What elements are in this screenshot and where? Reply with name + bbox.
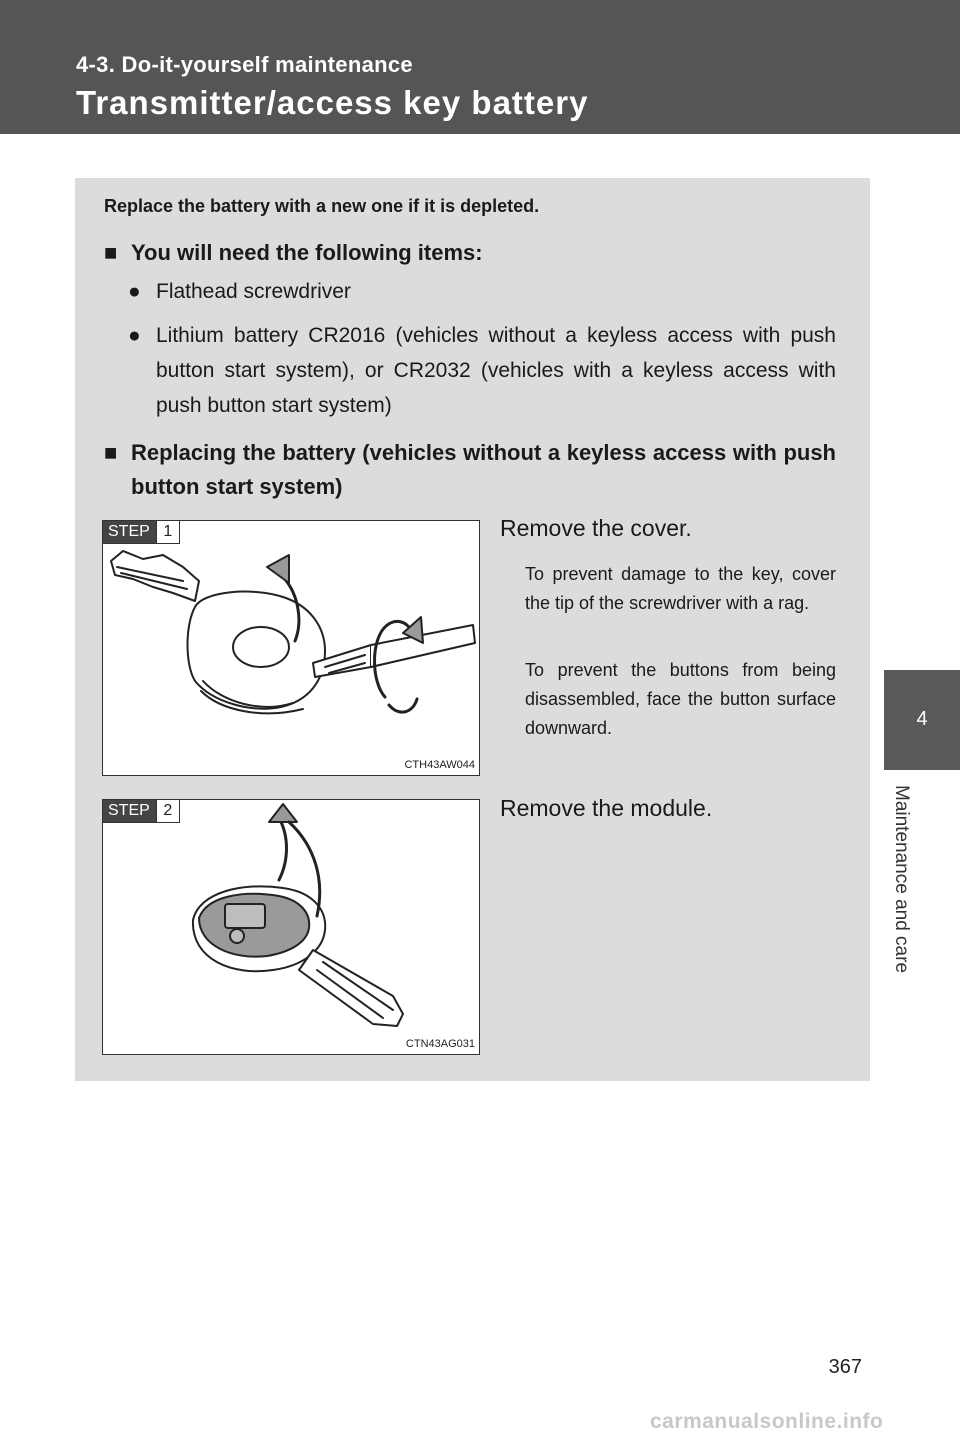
- square-bullet-icon: ■: [104, 240, 118, 265]
- list-item: [128, 318, 836, 423]
- square-bullet-icon: ■: [104, 440, 118, 465]
- chapter-label: Maintenance and care: [891, 785, 912, 974]
- list-item-text: Flathead screwdriver: [156, 280, 351, 303]
- figure-code: CTH43AW044: [404, 759, 475, 771]
- chapter-tab[interactable]: [884, 670, 960, 770]
- figure-code: CTN43AG031: [405, 1038, 475, 1050]
- list-item-text: Lithium battery CR2016 (vehicles without a keyless access with push button start system), or CR2032 (vehicles with a keyless access with push button start system): [156, 324, 836, 417]
- replace-heading: [104, 436, 836, 504]
- step1-instruction: Remove the cover.: [500, 515, 692, 541]
- round-bullet-icon: ●: [128, 280, 141, 303]
- page-title: Transmitter/access key battery: [76, 84, 589, 121]
- step1-figure: [102, 520, 480, 776]
- step-label: STEP: [103, 521, 156, 543]
- replace-heading-text: Replacing the battery (vehicles without a keyless access with push button start system): [131, 440, 836, 499]
- items-heading-text: You will need the following items:: [131, 240, 483, 265]
- step-number: 2: [156, 800, 179, 822]
- key-module-removal-illustration: [103, 800, 479, 1054]
- step-badge: [103, 521, 180, 544]
- step1-note: To prevent damage to the key, cover the tip of the screwdriver with a rag.: [525, 564, 836, 613]
- step2-figure: [102, 799, 480, 1055]
- page-number: 367: [828, 1356, 862, 1378]
- list-item: [128, 274, 836, 309]
- items-heading: [104, 236, 836, 270]
- round-bullet-icon: ●: [128, 324, 141, 347]
- section-label: 4-3. Do-it-yourself maintenance: [76, 52, 413, 77]
- chapter-number: 4: [916, 708, 928, 730]
- watermark: carmanualsonline.info: [650, 1410, 884, 1433]
- header-band: [0, 0, 960, 134]
- step1-note: To prevent the buttons from being disassembled, face the button surface downward.: [525, 660, 836, 738]
- step-label: STEP: [103, 800, 156, 822]
- step-badge: [103, 800, 180, 823]
- key-cover-removal-illustration: [103, 521, 479, 775]
- step-number: 1: [156, 521, 179, 543]
- chapter-label-container: [890, 785, 920, 1005]
- intro-text: Replace the battery with a new one if it is depleted.: [104, 196, 540, 216]
- step2-instruction: Remove the module.: [500, 795, 713, 821]
